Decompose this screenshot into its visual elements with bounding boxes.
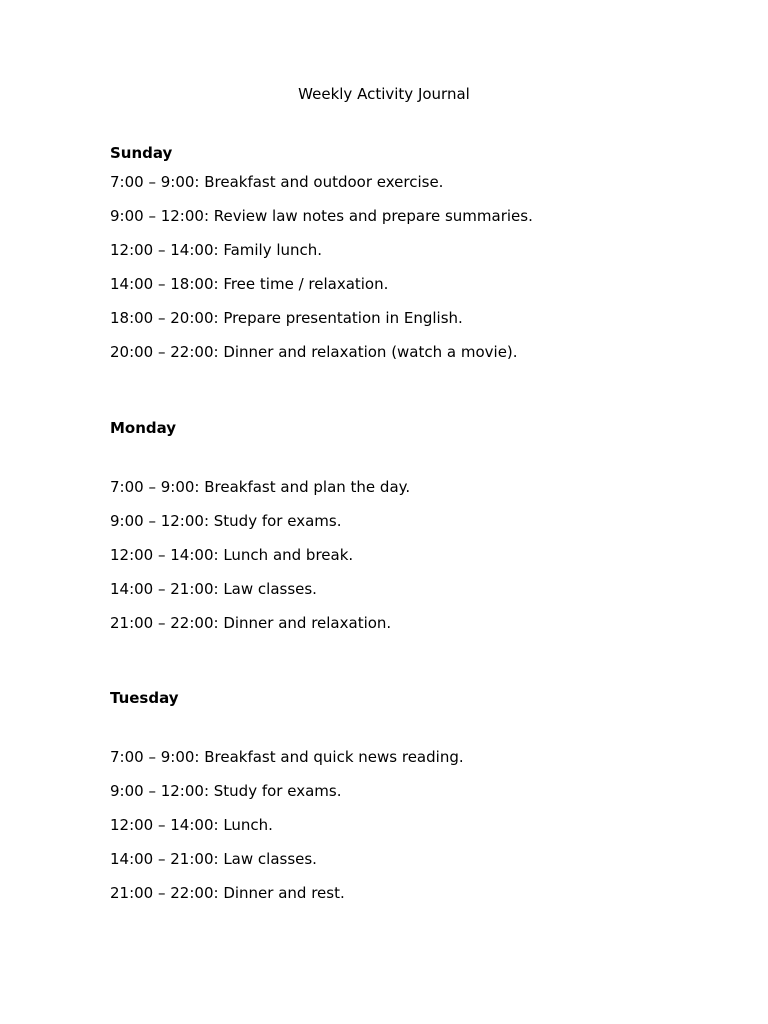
schedule-entry: 12:00 – 14:00: Lunch.: [110, 816, 273, 834]
schedule-list-monday: [110, 477, 710, 633]
schedule-entry: 7:00 – 9:00: Breakfast and outdoor exercise.: [110, 173, 444, 191]
schedule-entry: 14:00 – 21:00: Law classes.: [110, 850, 317, 868]
schedule-entry: 12:00 – 14:00: Lunch and break.: [110, 546, 354, 564]
schedule-entry: 9:00 – 12:00: Review law notes and prepare summaries.: [110, 207, 533, 225]
day-heading-monday: Monday: [110, 419, 177, 437]
day-heading-sunday: Sunday: [110, 144, 173, 162]
day-section-monday: [110, 418, 710, 647]
schedule-entry: 7:00 – 9:00: Breakfast and plan the day.: [110, 478, 411, 496]
day-section-sunday: [110, 143, 710, 376]
schedule-entry: 9:00 – 12:00: Study for exams.: [110, 512, 342, 530]
day-heading-tuesday: Tuesday: [110, 689, 179, 707]
schedule-entry: 14:00 – 18:00: Free time / relaxation.: [110, 275, 389, 293]
document-title: Weekly Activity Journal: [298, 85, 470, 103]
schedule-entry: 7:00 – 9:00: Breakfast and quick news reading.: [110, 748, 464, 766]
schedule-entry: 21:00 – 22:00: Dinner and rest.: [110, 884, 345, 902]
schedule-entry: 12:00 – 14:00: Family lunch.: [110, 241, 323, 259]
schedule-entry: 20:00 – 22:00: Dinner and relaxation (watch a movie).: [110, 343, 518, 361]
schedule-entry: 21:00 – 22:00: Dinner and relaxation.: [110, 614, 392, 632]
day-section-tuesday: [110, 688, 710, 917]
schedule-entry: 18:00 – 20:00: Prepare presentation in English.: [110, 309, 463, 327]
schedule-entry: 14:00 – 21:00: Law classes.: [110, 580, 317, 598]
schedule-list-sunday: [110, 172, 710, 362]
schedule-entry: 9:00 – 12:00: Study for exams.: [110, 782, 342, 800]
schedule-list-tuesday: [110, 747, 710, 903]
